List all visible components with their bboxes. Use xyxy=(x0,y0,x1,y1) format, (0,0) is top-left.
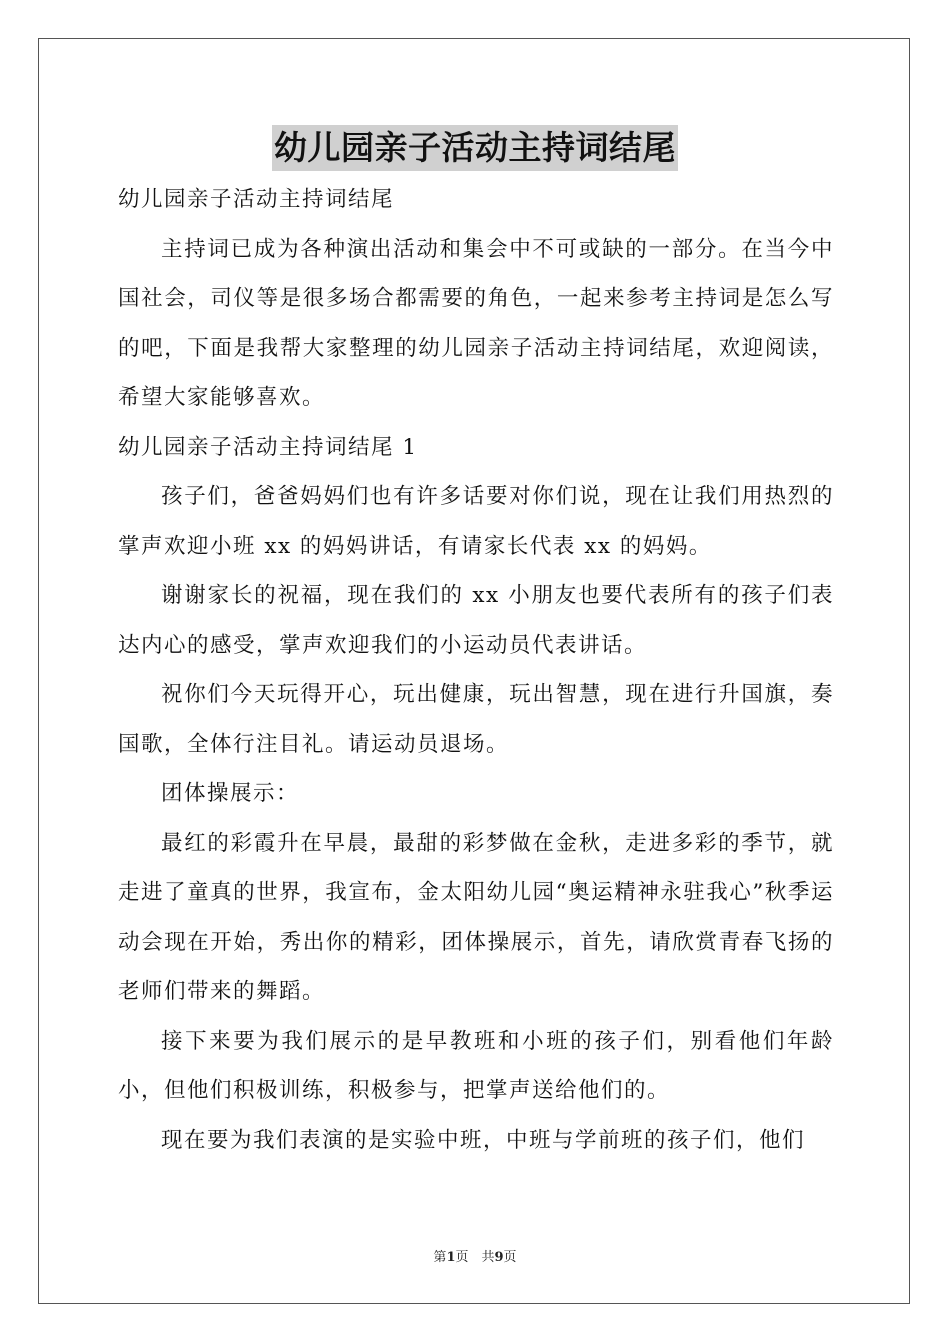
paragraph: 祝你们今天玩得开心，玩出健康，玩出智慧，现在进行升国旗，奏国歌，全体行注目礼。请运动员退场。 xyxy=(118,682,834,757)
paragraph: 团体操展示： xyxy=(161,781,300,806)
page-prefix: 第 xyxy=(433,1250,447,1265)
page-footer xyxy=(0,1246,950,1265)
paragraph: 孩子们，爸爸妈妈们也有许多话要对你们说，现在让我们用热烈的掌声欢迎小班 xx 的妈妈讲话，有请家长代表 xx 的妈妈。 xyxy=(118,484,834,559)
page-current: 1 xyxy=(446,1250,456,1265)
subtitle-line: 幼儿园亲子活动主持词结尾 xyxy=(118,187,395,212)
page-total: 9 xyxy=(494,1250,504,1265)
paragraph: 谢谢家长的祝福，现在我们的 xx 小朋友也要代表所有的孩子们表达内心的感受，掌声欢迎我们的小运动员代表讲话。 xyxy=(118,583,834,658)
paragraph: 现在要为我们表演的是实验中班，中班与学前班的孩子们，他们 xyxy=(161,1127,806,1153)
section-heading: 幼儿园亲子活动主持词结尾 1 xyxy=(118,434,418,460)
paragraph: 最红的彩霞升在早晨，最甜的彩梦做在金秋，走进多彩的季节，就走进了童真的世界，我宣布，金太阳幼儿园“奥运精神永驻我心”秋季运动会现在开始，秀出你的精彩，团体操展示，首先，请欣赏青春飞扬的老师们带来的舞蹈。 xyxy=(118,830,834,1004)
page-mid: 页 共 xyxy=(455,1250,495,1265)
document-title xyxy=(0,125,950,171)
document-body xyxy=(118,175,834,1165)
document-title-text: 幼儿园亲子活动主持词结尾 xyxy=(272,125,678,171)
paragraph: 主持词已成为各种演出活动和集会中不可或缺的一部分。在当今中国社会，司仪等是很多场合都需要的角色，一起来参考主持词是怎么写的吧，下面是我帮大家整理的幼儿园亲子活动主持词结尾，欢迎阅读，希望大家能够喜欢。 xyxy=(118,236,834,410)
paragraph: 接下来要为我们展示的是早教班和小班的孩子们，别看他们年龄小，但他们积极训练，积极参与，把掌声送给他们的。 xyxy=(118,1028,834,1103)
page-suffix: 页 xyxy=(503,1250,517,1265)
